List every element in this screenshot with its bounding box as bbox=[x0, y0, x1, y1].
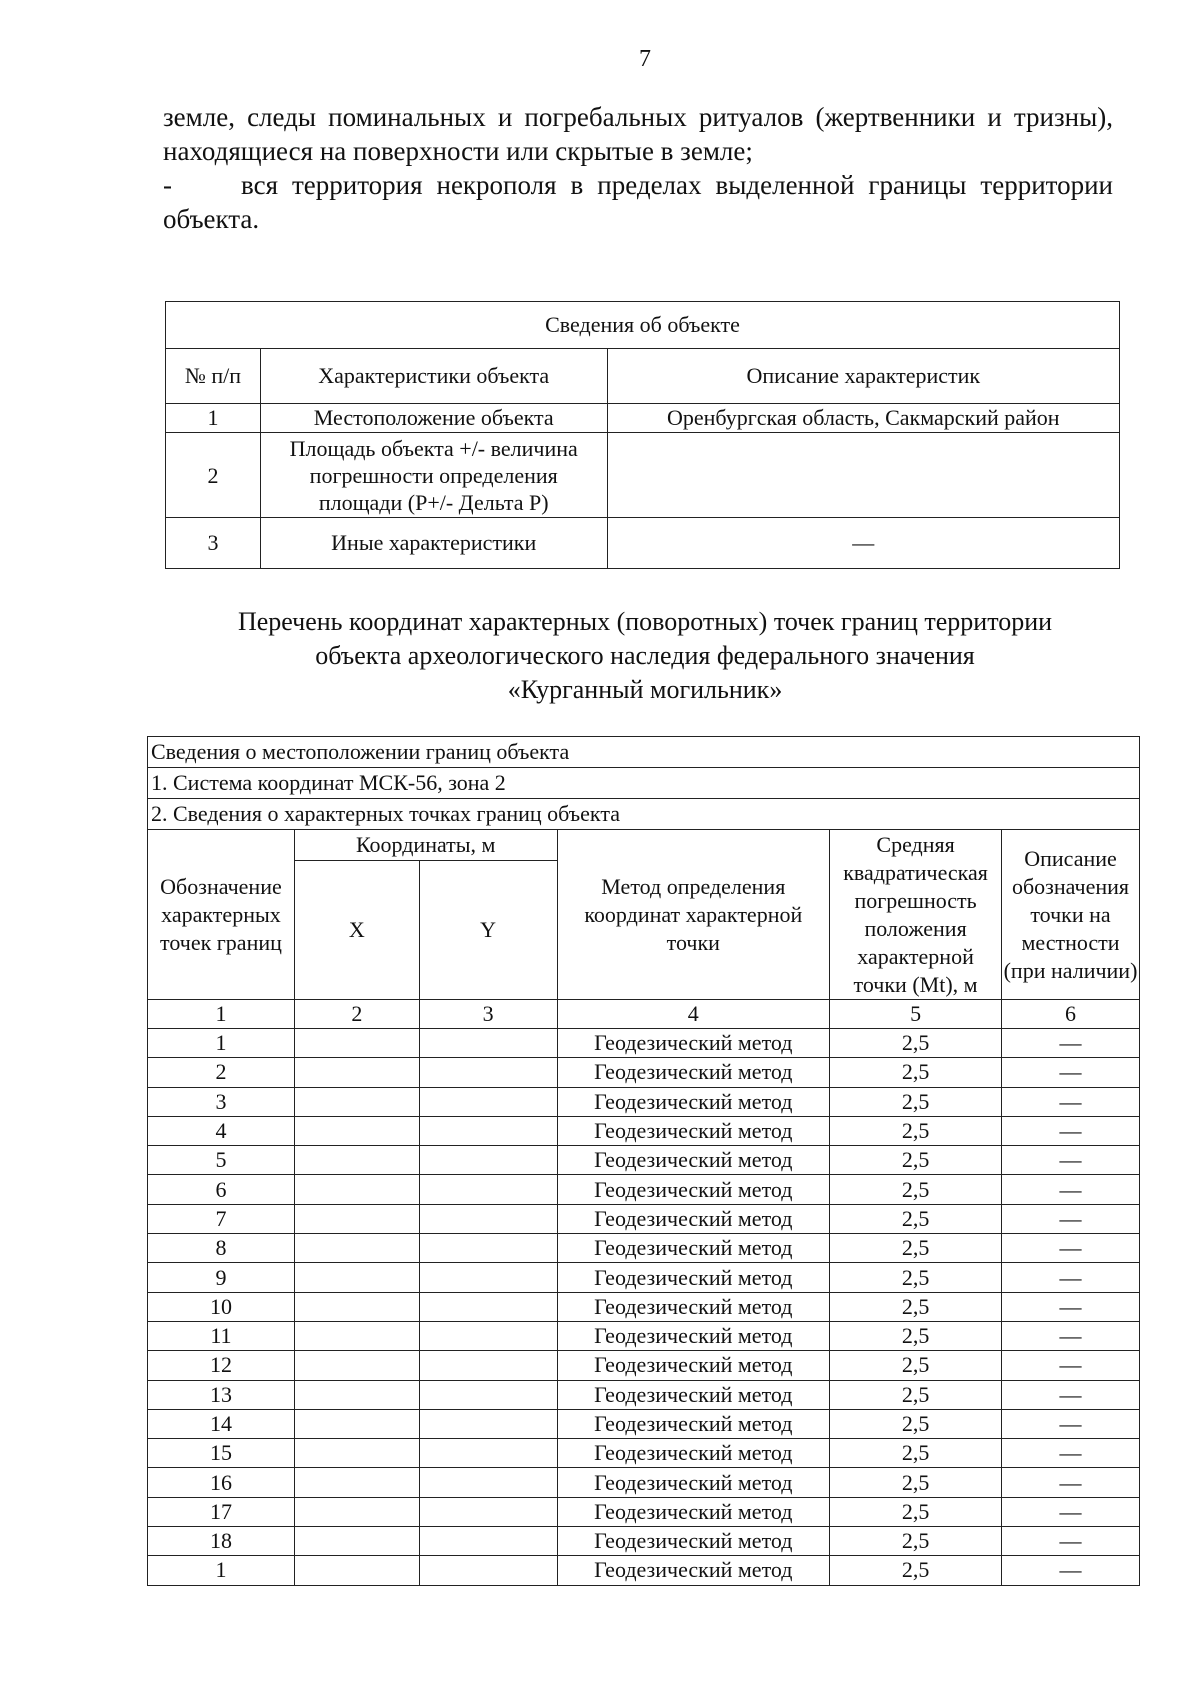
point-designation: 17 bbox=[148, 1497, 295, 1526]
mt-cell: 2,5 bbox=[830, 1116, 1002, 1145]
point-description: — bbox=[1002, 1029, 1140, 1058]
coord-x bbox=[294, 1351, 419, 1380]
coord-y bbox=[419, 1175, 557, 1204]
point-description: — bbox=[1002, 1380, 1140, 1409]
point-description: — bbox=[1002, 1351, 1140, 1380]
coord-x bbox=[294, 1321, 419, 1350]
coord-y bbox=[419, 1146, 557, 1175]
table-row bbox=[148, 1439, 1140, 1468]
info-header-description: Описание характеристик bbox=[607, 349, 1119, 404]
column-number: 3 bbox=[419, 1000, 557, 1029]
mt-cell: 2,5 bbox=[830, 1527, 1002, 1556]
table-row bbox=[148, 1556, 1140, 1585]
table-row bbox=[148, 1146, 1140, 1175]
header-coordinates: Координаты, м bbox=[294, 830, 557, 861]
mt-cell: 2,5 bbox=[830, 1292, 1002, 1321]
coord-x bbox=[294, 1234, 419, 1263]
table-row bbox=[148, 1321, 1140, 1350]
bullet-tail: объекта. bbox=[163, 204, 260, 234]
header-designation: Обозначение характерных точек границ bbox=[148, 830, 295, 1000]
coord-y bbox=[419, 1058, 557, 1087]
mt-cell: 2,5 bbox=[830, 1321, 1002, 1350]
mt-cell: 2,5 bbox=[830, 1380, 1002, 1409]
method-cell: Геодезический метод bbox=[557, 1029, 830, 1058]
coordinate-system-row: 1. Система координат МСК-56, зона 2 bbox=[148, 768, 1140, 799]
mt-cell: 2,5 bbox=[830, 1234, 1002, 1263]
page-number: 7 bbox=[639, 46, 651, 72]
coordinates-table bbox=[147, 736, 1140, 1586]
list-title-line: Перечень координат характерных (поворотных) точек границ территории bbox=[237, 607, 1053, 636]
table-row bbox=[148, 1234, 1140, 1263]
coord-x bbox=[294, 1087, 419, 1116]
method-cell: Геодезический метод bbox=[557, 1321, 830, 1350]
header-x: X bbox=[294, 861, 419, 1000]
table-row bbox=[148, 1380, 1140, 1409]
mt-cell: 2,5 bbox=[830, 1556, 1002, 1585]
point-description: — bbox=[1002, 1468, 1140, 1497]
point-description: — bbox=[1002, 1204, 1140, 1233]
mt-cell: 2,5 bbox=[830, 1351, 1002, 1380]
intro-bullet bbox=[163, 168, 1113, 202]
mt-cell: 2,5 bbox=[830, 1087, 1002, 1116]
coord-x bbox=[294, 1292, 419, 1321]
location-row: Сведения о местоположении границ объекта bbox=[148, 737, 1140, 768]
point-description: — bbox=[1002, 1087, 1140, 1116]
point-description: — bbox=[1002, 1497, 1140, 1526]
coord-y bbox=[419, 1380, 557, 1409]
coord-x bbox=[294, 1497, 419, 1526]
method-cell: Геодезический метод bbox=[557, 1204, 830, 1233]
point-designation: 5 bbox=[148, 1146, 295, 1175]
info-row-num: 3 bbox=[166, 518, 261, 569]
point-description: — bbox=[1002, 1292, 1140, 1321]
table-row bbox=[148, 1263, 1140, 1292]
mt-cell: 2,5 bbox=[830, 1146, 1002, 1175]
info-row-name: Иные характеристики bbox=[260, 518, 607, 569]
mt-cell: 2,5 bbox=[830, 1468, 1002, 1497]
point-designation: 18 bbox=[148, 1527, 295, 1556]
table-row bbox=[148, 1087, 1140, 1116]
coord-x bbox=[294, 1175, 419, 1204]
point-designation: 6 bbox=[148, 1175, 295, 1204]
point-description: — bbox=[1002, 1409, 1140, 1438]
coord-y bbox=[419, 1116, 557, 1145]
method-cell: Геодезический метод bbox=[557, 1351, 830, 1380]
method-cell: Геодезический метод bbox=[557, 1409, 830, 1438]
column-number: 2 bbox=[294, 1000, 419, 1029]
method-cell: Геодезический метод bbox=[557, 1292, 830, 1321]
method-cell: Геодезический метод bbox=[557, 1468, 830, 1497]
point-designation: 1 bbox=[148, 1556, 295, 1585]
coord-x bbox=[294, 1204, 419, 1233]
intro-paragraph: земле, следы поминальных и погребальных ритуалов (жертвенники и тризны), находящиеся на поверхности или скрытые в земле; bbox=[163, 102, 1113, 166]
table-row bbox=[148, 1527, 1140, 1556]
info-row-desc bbox=[607, 433, 1119, 518]
list-title-line: «Курганный могильник» bbox=[507, 675, 783, 704]
coord-x bbox=[294, 1380, 419, 1409]
coord-y bbox=[419, 1351, 557, 1380]
table-row bbox=[148, 1468, 1140, 1497]
point-designation: 2 bbox=[148, 1058, 295, 1087]
info-header-num: № п/п bbox=[166, 349, 261, 404]
point-designation: 7 bbox=[148, 1204, 295, 1233]
table-row bbox=[148, 1175, 1140, 1204]
mt-cell: 2,5 bbox=[830, 1204, 1002, 1233]
coord-y bbox=[419, 1087, 557, 1116]
point-designation: 12 bbox=[148, 1351, 295, 1380]
method-cell: Геодезический метод bbox=[557, 1439, 830, 1468]
coord-x bbox=[294, 1058, 419, 1087]
info-row bbox=[166, 404, 1120, 433]
table-row bbox=[148, 1204, 1140, 1233]
points-info-row: 2. Сведения о характерных точках границ объекта bbox=[148, 799, 1140, 830]
coord-y bbox=[419, 1263, 557, 1292]
mt-cell: 2,5 bbox=[830, 1439, 1002, 1468]
coord-x bbox=[294, 1527, 419, 1556]
mt-cell: 2,5 bbox=[830, 1058, 1002, 1087]
info-row-name: Площадь объекта +/- величина погрешности определения площади (Р+/- Дельта Р) bbox=[260, 433, 607, 518]
bullet-text: вся территория некрополя в пределах выделенной границы территории bbox=[241, 170, 1113, 200]
mt-cell: 2,5 bbox=[830, 1175, 1002, 1204]
coord-y bbox=[419, 1321, 557, 1350]
method-cell: Геодезический метод bbox=[557, 1146, 830, 1175]
info-table-title: Сведения об объекте bbox=[166, 302, 1120, 349]
info-row-name: Местоположение объекта bbox=[260, 404, 607, 433]
method-cell: Геодезический метод bbox=[557, 1497, 830, 1526]
column-number: 6 bbox=[1002, 1000, 1140, 1029]
column-number: 1 bbox=[148, 1000, 295, 1029]
mt-cell: 2,5 bbox=[830, 1497, 1002, 1526]
info-header-characteristic: Характеристики объекта bbox=[260, 349, 607, 404]
point-designation: 11 bbox=[148, 1321, 295, 1350]
point-designation: 13 bbox=[148, 1380, 295, 1409]
coordinates-list-title bbox=[150, 605, 1140, 707]
coord-x bbox=[294, 1409, 419, 1438]
coord-x bbox=[294, 1029, 419, 1058]
point-designation: 10 bbox=[148, 1292, 295, 1321]
method-cell: Геодезический метод bbox=[557, 1556, 830, 1585]
column-number: 4 bbox=[557, 1000, 830, 1029]
info-row-desc: — bbox=[607, 518, 1119, 569]
header-error: Средняя квадратическая погрешность положения характерной точки (Mt), м bbox=[830, 830, 1002, 1000]
coord-y bbox=[419, 1029, 557, 1058]
table-row bbox=[148, 1497, 1140, 1526]
coord-y bbox=[419, 1234, 557, 1263]
point-designation: 8 bbox=[148, 1234, 295, 1263]
point-description: — bbox=[1002, 1556, 1140, 1585]
coord-x bbox=[294, 1116, 419, 1145]
point-description: — bbox=[1002, 1527, 1140, 1556]
point-description: — bbox=[1002, 1263, 1140, 1292]
point-designation: 16 bbox=[148, 1468, 295, 1497]
coord-x bbox=[294, 1146, 419, 1175]
point-description: — bbox=[1002, 1116, 1140, 1145]
info-row bbox=[166, 518, 1120, 569]
column-number: 5 bbox=[830, 1000, 1002, 1029]
coord-x bbox=[294, 1263, 419, 1292]
intro-text bbox=[163, 100, 1113, 236]
point-description: — bbox=[1002, 1234, 1140, 1263]
method-cell: Геодезический метод bbox=[557, 1087, 830, 1116]
point-designation: 15 bbox=[148, 1439, 295, 1468]
method-cell: Геодезический метод bbox=[557, 1058, 830, 1087]
header-method: Метод определения координат характерной точки bbox=[557, 830, 830, 1000]
table-row bbox=[148, 1058, 1140, 1087]
header-y: Y bbox=[419, 861, 557, 1000]
point-designation: 1 bbox=[148, 1029, 295, 1058]
table-row bbox=[148, 1409, 1140, 1438]
coord-y bbox=[419, 1527, 557, 1556]
coord-y bbox=[419, 1204, 557, 1233]
method-cell: Геодезический метод bbox=[557, 1380, 830, 1409]
point-description: — bbox=[1002, 1439, 1140, 1468]
method-cell: Геодезический метод bbox=[557, 1175, 830, 1204]
mt-cell: 2,5 bbox=[830, 1029, 1002, 1058]
info-row-num: 2 bbox=[166, 433, 261, 518]
method-cell: Геодезический метод bbox=[557, 1116, 830, 1145]
point-description: — bbox=[1002, 1321, 1140, 1350]
point-description: — bbox=[1002, 1175, 1140, 1204]
info-row bbox=[166, 433, 1120, 518]
method-cell: Геодезический метод bbox=[557, 1234, 830, 1263]
mt-cell: 2,5 bbox=[830, 1263, 1002, 1292]
coord-x bbox=[294, 1439, 419, 1468]
coord-y bbox=[419, 1292, 557, 1321]
info-row-num: 1 bbox=[166, 404, 261, 433]
coord-y bbox=[419, 1468, 557, 1497]
mt-cell: 2,5 bbox=[830, 1409, 1002, 1438]
point-description: — bbox=[1002, 1146, 1140, 1175]
point-designation: 4 bbox=[148, 1116, 295, 1145]
object-info-table bbox=[165, 301, 1120, 569]
coord-y bbox=[419, 1556, 557, 1585]
list-title-line: объекта археологического наследия федерального значения bbox=[315, 641, 975, 670]
table-row bbox=[148, 1029, 1140, 1058]
bullet-dash: - bbox=[163, 170, 172, 200]
header-description: Описание обозначения точки на местности (при наличии) bbox=[1002, 830, 1140, 1000]
coord-x bbox=[294, 1468, 419, 1497]
coord-x bbox=[294, 1556, 419, 1585]
point-description: — bbox=[1002, 1058, 1140, 1087]
coord-y bbox=[419, 1409, 557, 1438]
coord-y bbox=[419, 1497, 557, 1526]
point-designation: 3 bbox=[148, 1087, 295, 1116]
coordinates-table-body bbox=[148, 1029, 1140, 1586]
method-cell: Геодезический метод bbox=[557, 1527, 830, 1556]
table-row bbox=[148, 1292, 1140, 1321]
coord-y bbox=[419, 1439, 557, 1468]
table-row bbox=[148, 1351, 1140, 1380]
point-designation: 9 bbox=[148, 1263, 295, 1292]
point-designation: 14 bbox=[148, 1409, 295, 1438]
method-cell: Геодезический метод bbox=[557, 1263, 830, 1292]
info-row-desc: Оренбургская область, Сакмарский район bbox=[607, 404, 1119, 433]
table-row bbox=[148, 1116, 1140, 1145]
